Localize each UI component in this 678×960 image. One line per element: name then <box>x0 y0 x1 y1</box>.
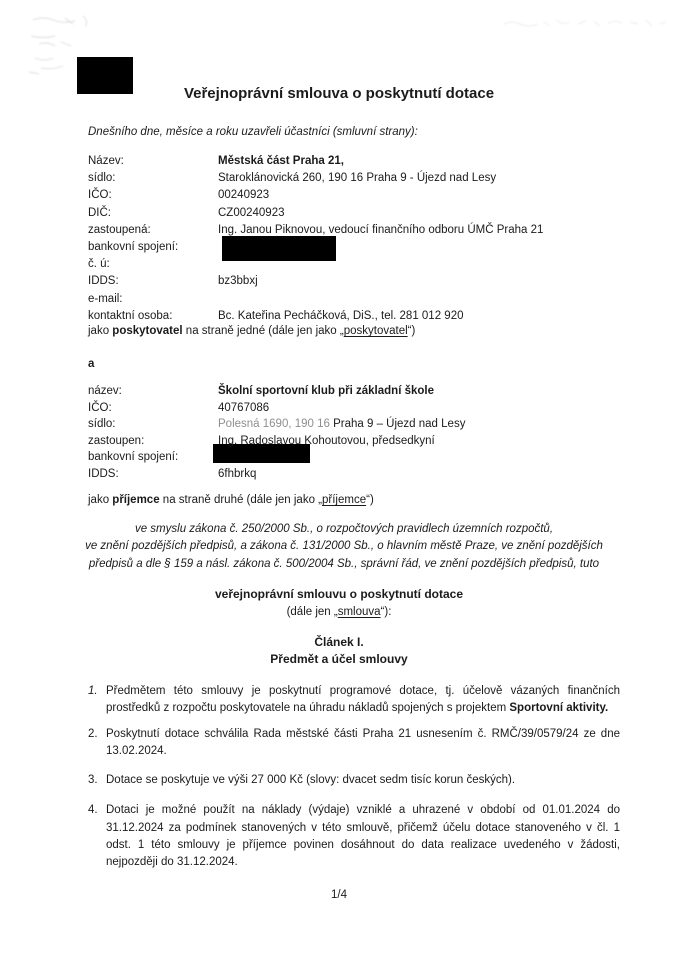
clause-text <box>106 772 620 789</box>
party-row-value <box>218 273 620 290</box>
legal-preamble <box>70 521 618 573</box>
party-row <box>88 449 620 466</box>
party-row-value <box>218 291 620 308</box>
party-row <box>88 239 620 256</box>
party-row-value <box>218 153 620 170</box>
text-run: poskytovatel <box>112 325 183 337</box>
provider-details <box>88 153 620 325</box>
article-number: Článek I. <box>314 635 364 649</box>
party-row-label: IČO: <box>88 189 112 202</box>
party-row-label: IDDS: <box>88 275 119 288</box>
party-row <box>88 256 620 273</box>
text-run: 40767086 <box>218 401 270 414</box>
party-row-value <box>218 205 620 222</box>
text-run: jako <box>88 494 113 506</box>
text-run: příjemce <box>112 494 160 506</box>
text-run: Předmětem této smlouvy je poskytnutí programové dotace, tj. účelově vázaných finančních prostředků z rozpočtu poskytovatele na úhradu nákladů spojených s projektem <box>106 685 620 715</box>
text-run: Ing. Radoslavou Kohoutovou, předsedkyní <box>218 434 435 447</box>
conjunction-a: a <box>88 358 95 370</box>
party-row-label: zastoupen: <box>88 434 145 447</box>
clause-number: 2. <box>88 727 98 740</box>
contract-heading-block <box>0 586 678 621</box>
party-row-value <box>218 433 620 450</box>
clause-item <box>88 802 620 871</box>
party-row-label: IDDS: <box>88 467 119 480</box>
text-run: (dále jen „ <box>286 605 338 618</box>
party-row-value <box>218 256 620 273</box>
preamble-line: předpisů a dle § 159 a násl. zákona č. 500/2004 Sb., správní řád, ve znění pozdějších předpisů, tuto <box>88 557 600 570</box>
text-run: Polesná 1690, 190 16 <box>218 418 334 431</box>
article-heading-block <box>0 634 678 668</box>
text-run: “) <box>407 325 416 337</box>
party-row <box>88 416 620 433</box>
clause-item <box>88 683 620 718</box>
clause-text <box>106 683 620 718</box>
text-run: Ing. Janou Piknovou, vedoucí finančního odboru ÚMČ Praha 21 <box>218 223 544 236</box>
clause-text <box>106 802 620 871</box>
party-row-label: Název: <box>88 155 124 167</box>
recipient-role-line <box>88 492 374 509</box>
clause-item <box>88 726 620 761</box>
clause-list <box>88 683 620 872</box>
party-row-value <box>218 222 620 239</box>
clause-number: 4. <box>88 804 98 817</box>
party-row-value <box>218 449 620 466</box>
party-row <box>88 222 620 239</box>
text-run: na straně jedné (dále jen jako „ <box>182 325 344 337</box>
text-run: Školní sportovní klub při základní škole <box>218 385 434 397</box>
clause-number: 1. <box>88 685 98 697</box>
clause-number: 3. <box>88 774 98 787</box>
party-row-label: bankovní spojení: <box>88 451 179 464</box>
party-row <box>88 433 620 450</box>
contract-heading: veřejnoprávní smlouvu o poskytnutí dotace <box>214 587 464 601</box>
provider-role-line <box>88 323 415 340</box>
text-run: Sportovní aktivity. <box>509 702 609 715</box>
recipient-details <box>88 383 620 483</box>
text-run: poskytovatel <box>343 325 408 337</box>
party-row-label: název: <box>88 385 122 397</box>
text-run: Praha 9 – Újezd nad Lesy <box>333 418 466 431</box>
party-row <box>88 170 620 187</box>
party-row <box>88 273 620 290</box>
clause-item <box>88 772 620 789</box>
party-row <box>88 205 620 222</box>
party-row-label: zastoupená: <box>88 223 151 236</box>
party-row <box>88 466 620 483</box>
party-row-value <box>218 187 620 204</box>
party-row-label: č. ú: <box>88 258 110 271</box>
party-row-value <box>218 466 620 483</box>
clause-text <box>106 726 620 761</box>
party-row <box>88 153 620 170</box>
party-row-value <box>218 239 620 256</box>
text-run: CZ00240923 <box>218 206 285 219</box>
preamble-line: ve znění pozdějších předpisů, a zákona č. 131/2000 Sb., o hlavním městě Praze, ve znění pozdějších <box>85 540 603 553</box>
text-run: Staroklánovická 260, 190 16 Praha 9 - Újezd nad Lesy <box>218 172 497 185</box>
party-row-value <box>218 383 620 400</box>
party-row-label: kontaktní osoba: <box>88 309 173 322</box>
article-title: Předmět a účel smlouvy <box>270 652 408 666</box>
text-run: smlouva <box>337 605 381 618</box>
party-row <box>88 400 620 417</box>
text-run: bz3bbxj <box>218 275 258 288</box>
document-title: Veřejnoprávní smlouva o poskytnutí dotace <box>183 85 495 102</box>
page-number: 1/4 <box>331 889 347 901</box>
text-run: “): <box>380 605 392 618</box>
text-run: Dotaci je možné použít na náklady (výdaje) vzniklé a uhrazené v období od 01.01.2024 do 31.12.2024 za podmínek stanovených v této smlouvě, přičemž účelu dotace stanoveného v čl. 1 odst. 1 této smlouvy je příjemce povinen dosáhnout do data realizace uvedeného v žádosti, nejpozději do 31.12.2024. <box>106 804 620 869</box>
party-row-label: sídlo: <box>88 418 116 431</box>
party-row-label: sídlo: <box>88 172 116 185</box>
party-row-label: DIČ: <box>88 206 111 219</box>
text-run: “) <box>366 494 374 506</box>
party-row <box>88 383 620 400</box>
text-run: na straně druhé (dále jen jako „ <box>159 494 322 506</box>
preamble-line: ve smyslu zákona č. 250/2000 Sb., o rozpočtových pravidlech územních rozpočtů, <box>134 523 554 535</box>
text-run: jako <box>88 325 113 337</box>
contract-subheading <box>0 604 678 622</box>
party-row-value <box>218 170 620 187</box>
scan-smudge-top-right <box>500 12 670 34</box>
party-row-value <box>218 416 620 433</box>
intro-line: Dnešního dne, měsíce a roku uzavřeli účastníci (smluvní strany): <box>88 126 418 138</box>
party-row <box>88 187 620 204</box>
text-run: Dotace se poskytuje ve výši 27 000 Kč (slovy: dvacet sedm tisíc korun českých). <box>106 774 516 787</box>
party-row-label: IČO: <box>88 401 112 414</box>
text-run: Bc. Kateřina Pecháčková, DiS., tel. 281 012 920 <box>218 309 464 322</box>
party-row-label: bankovní spojení: <box>88 240 179 253</box>
text-run: Poskytnutí dotace schválila Rada městské části Praha 21 usnesením č. RMČ/39/0579/24 ze dne 13.02.2024. <box>106 727 620 757</box>
party-row-value <box>218 400 620 417</box>
text-run: 6fhbrkq <box>218 467 257 480</box>
text-run: Městská část Praha 21, <box>218 155 344 167</box>
party-row <box>88 291 620 308</box>
text-run: 00240923 <box>218 189 270 202</box>
text-run: příjemce <box>322 494 367 506</box>
party-row-label: e-mail: <box>88 292 123 305</box>
